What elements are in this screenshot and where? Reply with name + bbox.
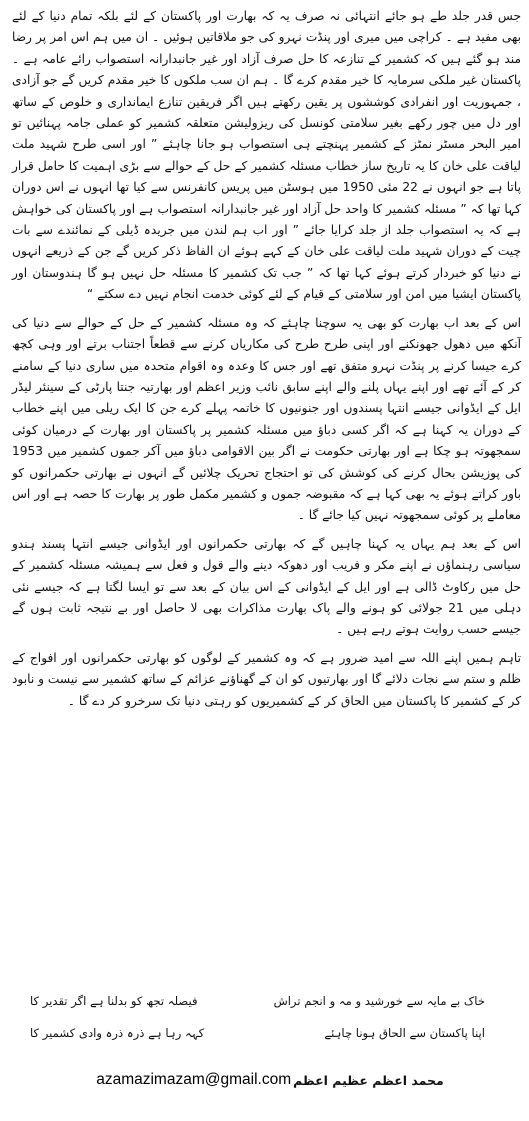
author-name: محمد اعظم عظیم اعظم xyxy=(293,1072,444,1088)
couplet-line-2-first-half: اپنا پاکستان سے الحاق ہونا چاہئے xyxy=(324,1026,485,1040)
couplet-line-1 xyxy=(30,985,485,1017)
article-paragraph-3: اس کے بعد ہم یہاں یہ کہنا چاہیں گے کہ بھارتی حکمرانوں اور ایڈوانی جیسے انتہا پسند ہندو سیاسی رہنماؤں نے اپنے مکر و فریب اور دھوکہ دینے والے قول و فعل سے ہمیشہ مسئلہ کشمیر کے حل میں رکاوٹ ڈالی ہے اور ایل کے ایڈوانی کے اس بیان کے بعد سے تو ایسا لگتا ہے کہ جیسے نئی دہلی میں 21 جولائی کو ہونے والے پاک بھارت مذاکرات بھی لا حاصل اور بے نتیجہ ثابت ہوں گے جیسے حسب روایت ہوتے رہے ہیں ۔ xyxy=(12,536,521,637)
article-paragraph-1: جس قدر جلد طے ہو جائے انتہائی نہ صرف یہ کہ بھارت اور پاکستان کے لئے بلکہ تمام دنیا کے لئے بھی مفید ہے ۔ کراچی میں میری اور پنڈت نہرو کی جو ملاقاتیں ہوئیں ۔ ان میں ہم اس امر پر رضا مند ہو گئے ہیں کہ کشمیر کے تنازعہ کا حل صرف آزاد اور غیر جانبدارانہ استصواب رائے عامہ ہے ۔ پاکستان غیر ملکی سرمایہ کا خیر مقدم کرے گا ۔ ہم ان سب ملکوں کا خیر مقدم کریں گے جو آزادی ، جمہوریت اور انفرادی کوششوں پر یقین رکھتے ہیں اگر فریقین تنازع ایمانداری و خلوص کے ساتھ اور دل میں چور رکھے بغیر سلامتی کونسل کی ریزولیشن متعلقہ کشمیر کو عملی جامہ پہنائیں تو امیر البحر مسٹر نمٹز کے کشمیر پہنچتے ہی استصواب ہو جانا چاہئے ” اور اسی طرح شہید ملت لیاقت علی خان کا یہ تاریخ ساز خطاب مسئلہ کشمیر کے حل کے حوالے سے بڑی اہمیت کا حامل قرار پاتا ہے جو انہوں نے 22 مئی 1950 میں ہوسٹن میں پریس کانفرنس سے کیا تھا انہوں نے اس دوران کہا تھا کہ ” مسئلہ کشمیر کا واحد حل آزاد اور غیر جانبدارانہ استصواب ہے اور پاکستان کی خواہش ہے کہ یہ استصواب جلد از جلد کرایا جائے ” اور اب ہم لندن میں جریدہ ڈیلی کے نمائندے سے بات چیت کے دوران شہید ملت لیاقت علی خان کے کہے ہوئے ان الفاظ ذکر کریں گے جن کے ذریعے انہوں نے دنیا کو خبردار کرتے ہوئے کہا تھا کہ ” جب تک کشمیر کا مسئلہ حل نہیں ہو گا ہندوستان اور پاکستان ایشیا میں امن اور سلامتی کے قیام کے لئے کوئی خدمت انجام نہیں دے سکتے “ xyxy=(12,9,521,302)
couplet-line-1-second-half: فیصلہ تجھ کو بدلنا ہے اگر تقدیر کا xyxy=(30,994,198,1008)
couplet-line-2 xyxy=(30,1017,485,1049)
article-paragraph-4: تاہم ہمیں اپنے اللہ سے امید ضرور ہے کہ وہ کشمیر کے لوگوں کو بھارتی حکمرانوں اور افواج کے ظلم و ستم سے نجات دلائے گا اور بھارتیوں کو ان کے گھناؤنے عزائم کے ساتھ کشمیر سے نیست و نابود کر کے کشمیر کا پاکستان میں الحاق کر کے کشمیریوں کو رہتی دنیا تک سرخرو کر دے گا ۔ xyxy=(12,650,521,708)
author-email: azamazimazam@gmail.com xyxy=(96,1071,292,1088)
couplet-line-1-first-half: خاک بے مایہ سے خورشید و مہ و انجم تراش xyxy=(273,994,485,1008)
article-body xyxy=(12,6,521,719)
couplet-line-2-second-half: کہہ رہا ہے ذرہ ذرہ وادی کشمیر کا xyxy=(30,1026,205,1040)
article-paragraph-2: اس کے بعد اب بھارت کو بھی یہ سوچنا چاہئے کہ وہ مسئلہ کشمیر کے حل کے حوالے سے دنیا کی آنکھ میں دھول جھونکنے اور اپنی طرح طرح کی مکاریاں کرنے سے قطعاً اجتناب برتے اور وہی کچھ کرے جیسا کرنے پر پنڈت نہرو متفق تھے اور جس کا وعدہ وہ اقوام متحدہ میں ساری دنیا کے سامنے کر کے آئے تھے اور اپنے یہاں پلنے والے اپنے سابق نائب وزیر اعظم اور بھارتیہ جنتا پارٹی کے سینئر لیڈر ایل کے ایڈوانی جیسے انتہا پسندوں اور جنونیوں کا خاتمہ پہلے کرے جن کا ایک ریلی میں اپنے خطاب کے دوران یہ کہنا ہے کہ اگر کسی دباؤ میں مسئلہ کشمیر پر پاکستان اور بھارت کے درمیان کوئی سمجھوتہ ہو چکا ہے اور بھارتی حکومت نے اگر بین الاقوامی دباؤ میں آکر جموں کشمیر میں 1953 کی پوزیشن بحال کرنے کی کوشش کی تو احتجاج تحریک چلائیں گے انہوں نے بھارتی حکمرانوں کو باور کراتے ہوئے یہ بھی کہا ہے کہ مقبوضہ جموں و کشمیر مکمل طور پر بھارت کا حصہ ہے اور اس معاملے پر کوئی سمجھوتہ نہیں کیا جائے گا ۔ xyxy=(12,315,521,523)
author-byline xyxy=(90,1068,450,1092)
poetry-couplet xyxy=(30,985,485,1049)
